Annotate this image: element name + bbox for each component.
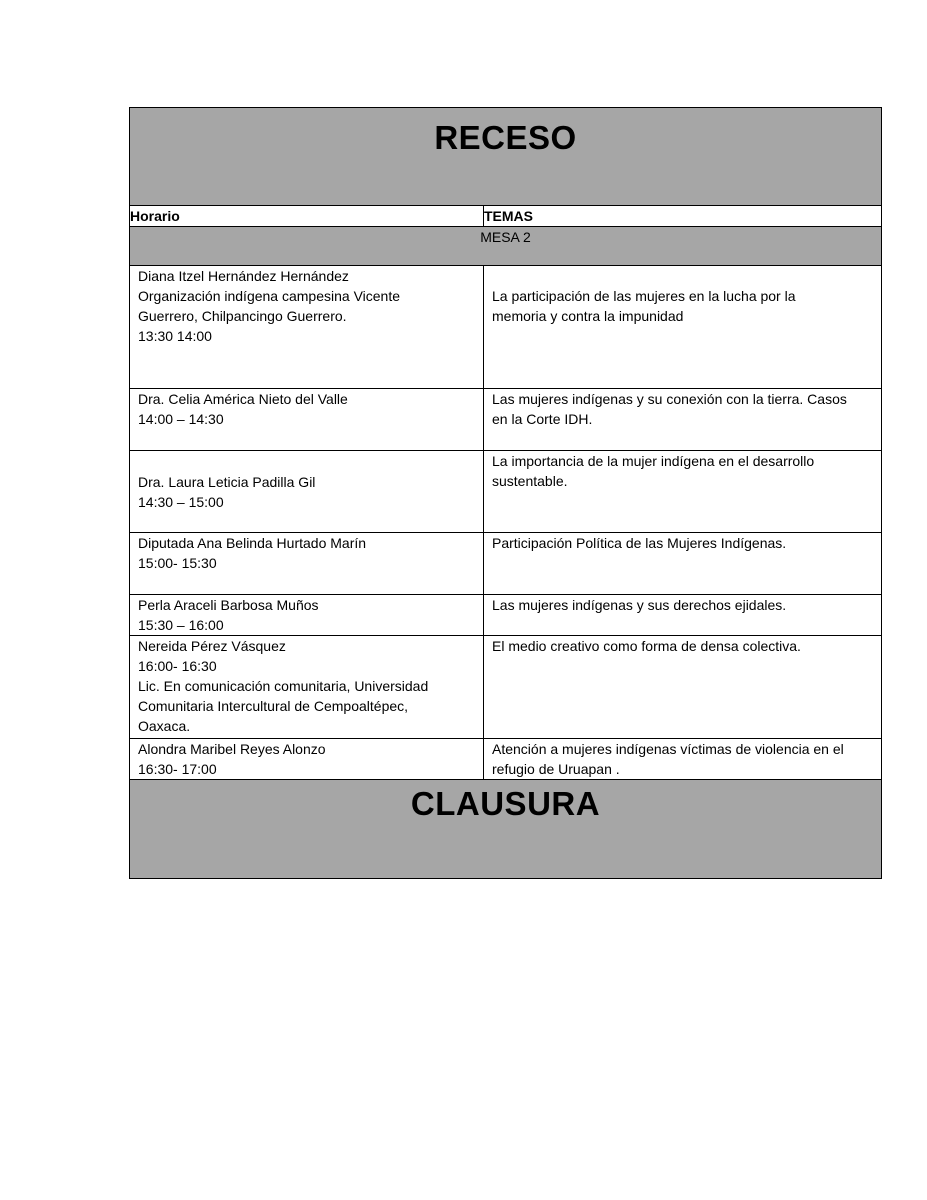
table-row [130, 595, 882, 636]
speaker-line: Dra. Laura Leticia Padilla Gil [138, 473, 316, 490]
speaker-line: Diputada Ana Belinda Hurtado Marín [138, 535, 367, 551]
speaker-cell [130, 739, 484, 780]
speaker-line: 15:30 – 16:00 [138, 617, 224, 633]
program-table [129, 107, 882, 879]
topic-cell [484, 533, 882, 595]
topic-line: Las mujeres indígenas y sus derechos ejidales. [492, 597, 787, 613]
speaker-line: Diana Itzel Hernández Hernández [138, 268, 349, 284]
topic-line: Atención a mujeres indígenas víctimas de violencia en el [492, 741, 844, 757]
mesa-row [130, 227, 882, 266]
speaker-cell [130, 533, 484, 595]
speaker-line: 14:30 – 15:00 [138, 493, 224, 510]
topic-line: refugio de Uruapan . [492, 761, 620, 777]
clausura-banner [130, 780, 882, 879]
topic-cell [484, 739, 882, 780]
speaker-line: Oaxaca. [138, 718, 191, 734]
table-row [130, 451, 882, 533]
table-row [130, 739, 882, 780]
speaker-line: 15:00- 15:30 [138, 555, 217, 571]
speaker-line: Nereida Pérez Vásquez [138, 638, 286, 654]
speaker-line: Perla Araceli Barbosa Muños [138, 597, 319, 613]
topic-cell [484, 636, 882, 739]
topic-line: Las mujeres indígenas y su conexión con la tierra. Casos [492, 391, 847, 407]
topic-line: El medio creativo como forma de densa colectiva. [492, 638, 801, 654]
receso-row [130, 108, 882, 206]
topic-cell [484, 595, 882, 636]
mesa-title: MESA 2 [480, 229, 531, 245]
clausura-title: CLAUSURA [410, 785, 601, 822]
receso-banner [130, 108, 882, 206]
mesa-banner [130, 227, 882, 266]
topic-cell [484, 266, 882, 389]
topic-line: La participación de las mujeres en la lucha por la [492, 288, 796, 304]
topic-line: en la Corte IDH. [492, 411, 593, 427]
speaker-line: Organización indígena campesina Vicente [138, 288, 401, 304]
topic-line: sustentable. [492, 473, 568, 489]
clausura-row [130, 780, 882, 879]
speaker-line: 14:00 – 14:30 [138, 411, 224, 427]
speaker-cell [130, 389, 484, 451]
speaker-cell [130, 636, 484, 739]
speaker-cell [130, 595, 484, 636]
speaker-cell [130, 266, 484, 389]
topic-line: La importancia de la mujer indígena en el desarrollo [492, 453, 815, 469]
table-row [130, 533, 882, 595]
column-header-row [130, 206, 882, 227]
topic-line: Participación Política de las Mujeres Indígenas. [492, 535, 787, 551]
speaker-line: 16:00- 16:30 [138, 658, 217, 674]
speaker-line: 13:30 14:00 [138, 328, 212, 344]
receso-title: RECESO [434, 119, 577, 156]
temas-header: TEMAS [484, 206, 882, 227]
speaker-line: Lic. En comunicación comunitaria, Universidad [138, 678, 429, 694]
speaker-line: Comunitaria Intercultural de Cempoaltépec, [138, 698, 409, 714]
topic-cell [484, 451, 882, 533]
table-row [130, 636, 882, 739]
horario-header: Horario [130, 206, 484, 227]
topic-line: memoria y contra la impunidad [492, 308, 684, 324]
topic-cell [484, 389, 882, 451]
table-row [130, 266, 882, 389]
speaker-line: Alondra Maribel Reyes Alonzo [138, 741, 326, 757]
speaker-line: Dra. Celia América Nieto del Valle [138, 391, 348, 407]
table-row [130, 389, 882, 451]
speaker-line: Guerrero, Chilpancingo Guerrero. [138, 308, 347, 324]
speaker-cell [130, 451, 484, 533]
speaker-line: 16:30- 17:00 [138, 761, 217, 777]
